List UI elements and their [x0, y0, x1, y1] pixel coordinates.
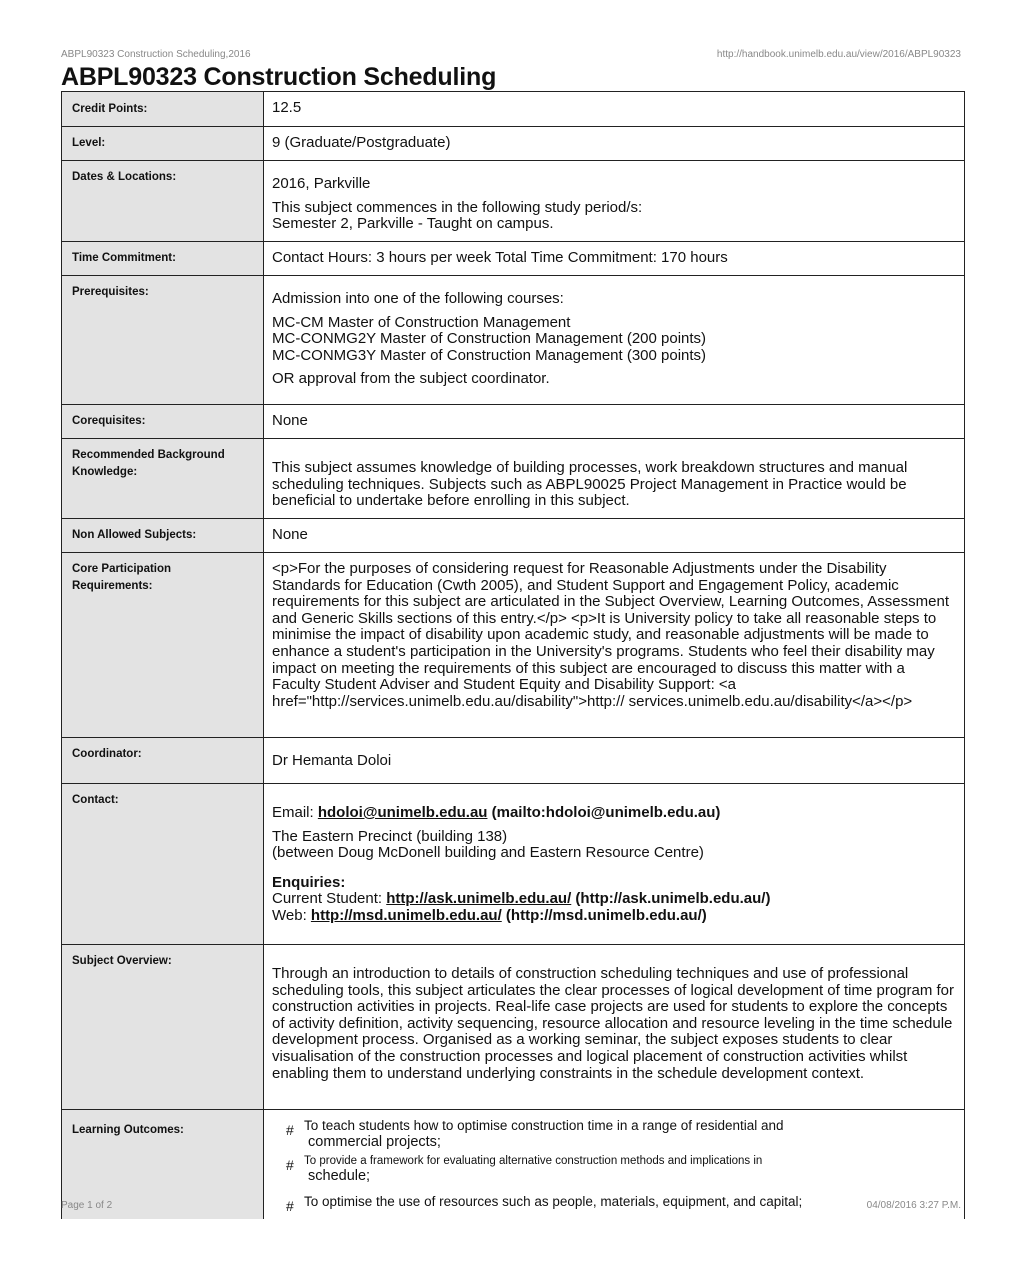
prereq-outro: OR approval from the subject coordinator.: [272, 370, 550, 388]
row-credit-points: [62, 92, 965, 127]
web-prefix: Web:: [272, 906, 311, 924]
prereq-course: MC-CONMG2Y Master of Construction Management (200 points): [272, 330, 707, 348]
value-subject-overview: [264, 945, 965, 1110]
row-dates-locations: [62, 161, 965, 242]
label-contact: Contact:: [62, 784, 264, 945]
email-prefix: Email:: [272, 804, 318, 821]
label-learning-outcomes: Learning Outcomes:: [62, 1110, 264, 1220]
label-subject-overview: Subject Overview:: [62, 945, 264, 1110]
prereq-course: MC-CONMG3Y Master of Construction Management (300 points): [272, 346, 707, 364]
row-corequisites: [62, 405, 965, 439]
learning-outcome-item: [286, 1194, 956, 1214]
dates-study-period: Semester 2, Parkville - Taught on campus.: [272, 215, 554, 233]
value-dates-locations: [264, 161, 965, 242]
page-title: ABPL90323 Construction Scheduling: [61, 63, 497, 91]
web-link[interactable]: http://msd.unimelb.edu.au/: [310, 906, 502, 924]
enquiries-heading: Enquiries:: [272, 873, 346, 891]
label-non-allowed-subjects: Non Allowed Subjects:: [62, 519, 264, 553]
prereq-course: MC-CM Master of Construction Management: [272, 313, 571, 331]
subject-details-table: [61, 91, 965, 1219]
row-subject-overview: [62, 945, 965, 1110]
coordinator-name: Dr Hemanta Doloi: [272, 752, 392, 769]
row-recommended-knowledge: [62, 439, 965, 519]
row-time-commitment: [62, 242, 965, 276]
value-contact: [264, 784, 965, 945]
hash-bullet-icon: #: [286, 1157, 294, 1173]
learning-outcome-continuation: commercial projects;: [308, 1134, 441, 1150]
hash-bullet-icon: #: [286, 1122, 294, 1138]
row-learning-outcomes: [62, 1110, 965, 1220]
learning-outcome-text: To teach students how to optimise construction time in a range of residential and: [304, 1118, 784, 1133]
enquiries-web: [272, 908, 956, 925]
label-recommended-knowledge: Recommended Background Knowledge:: [62, 439, 264, 519]
value-prerequisites: [264, 276, 965, 405]
row-contact: [62, 784, 965, 945]
contact-location-detail: (between Doug McDonell building and Eastern Resource Centre): [272, 844, 704, 862]
email-mailto: (mailto:hdoloi@unimelb.edu.au): [487, 804, 721, 821]
prereq-intro: Admission into one of the following courses:: [272, 290, 564, 307]
value-level: 9 (Graduate/Postgraduate): [264, 127, 965, 161]
value-non-allowed-subjects: None: [264, 519, 965, 553]
recommended-text: This subject assumes knowledge of building processes, work breakdown structures and manual scheduling techniques. Subjects such as ABPL90025 Project Management in Practice would be beneficial to undertake before enrolling in this subject.: [272, 459, 908, 510]
row-level: [62, 127, 965, 161]
label-core-participation: Core Participation Requirements:: [62, 553, 264, 738]
row-core-participation: [62, 553, 965, 738]
page-number: Page 1 of 2: [61, 1200, 113, 1211]
value-recommended-knowledge: [264, 439, 965, 519]
hash-bullet-icon: #: [286, 1198, 294, 1214]
running-header-left: ABPL90323 Construction Scheduling,2016: [61, 49, 251, 60]
label-credit-points: Credit Points:: [62, 92, 264, 127]
web-url: (http://msd.unimelb.edu.au/): [501, 906, 707, 924]
value-core-participation: <p>For the purposes of considering request for Reasonable Adjustments under the Disability Standards for Education (Cwth 2005), and Student Support and Engagement Policy, academic requirements for this subject are articulated in the Subject Overview, Learning Outcomes, Assessment and Generic Skills sections of this entry.</p> <p>It is University policy to take all reasonable steps to minimise the impact of disability upon academic study, and reasonable adjustments will be made to enhance a student's participation in the University's programs. Students who feel their disability may impact on meeting the requirements of this subject are encouraged to discuss this matter with a Faculty Student Adviser and Student Equity and Disability Support: <a href="http://services.unimelb.edu.au/disability">http:// services.unimelb.edu.au/disability</a></p>: [264, 553, 965, 738]
value-learning-outcomes: [264, 1110, 965, 1220]
label-prerequisites: Prerequisites:: [62, 276, 264, 405]
current-student-prefix: Current Student:: [272, 890, 387, 908]
running-header-url: http://handbook.unimelb.edu.au/view/2016/ABPL90323: [716, 49, 961, 60]
contact-email-line: [272, 805, 956, 822]
value-coordinator: [264, 738, 965, 784]
email-link[interactable]: hdoloi@unimelb.edu.au: [317, 804, 488, 821]
learning-outcomes-list: [272, 1118, 956, 1214]
learning-outcome-continuation: schedule;: [308, 1168, 371, 1184]
dates-study-period-intro: This subject commences in the following study period/s:: [272, 198, 643, 216]
value-credit-points: 12.5: [264, 92, 965, 127]
row-prerequisites: [62, 276, 965, 405]
current-student-link[interactable]: http://ask.unimelb.edu.au/: [386, 890, 572, 908]
subject-overview-text: Through an introduction to details of construction scheduling techniques and use of professional scheduling tools, this subject articulates the clear processes of logical development of time program for construction activities in projects. Real-life case projects are used for students to explore the concepts of activity definition, activity sequencing, resource allocation and resource leveling in the time schedule development process. Organised as a working seminar, the subject exposes students to clear visualisation of the construction processes and logical placement of construction activities whilst enabling them to understand underlying constraints in the schedule development context.: [272, 965, 955, 1082]
learning-outcome-text: To provide a framework for evaluating alternative construction methods and implications in: [304, 1155, 763, 1167]
row-coordinator: [62, 738, 965, 784]
label-corequisites: Corequisites:: [62, 405, 264, 439]
value-corequisites: None: [264, 405, 965, 439]
label-coordinator: Coordinator:: [62, 738, 264, 784]
learning-outcome-text: To optimise the use of resources such as people, materials, equipment, and capital;: [304, 1194, 803, 1209]
row-non-allowed-subjects: [62, 519, 965, 553]
print-timestamp: 04/08/2016 3:27 P.M.: [866, 1200, 961, 1211]
learning-outcome-item: [286, 1118, 956, 1150]
contact-location: The Eastern Precinct (building 138): [272, 827, 508, 845]
label-level: Level:: [62, 127, 264, 161]
label-dates-locations: Dates & Locations:: [62, 161, 264, 242]
current-student-url: (http://ask.unimelb.edu.au/): [571, 890, 771, 908]
enquiries-current-student: [272, 891, 956, 908]
learning-outcome-item: [286, 1154, 956, 1184]
value-time-commitment: Contact Hours: 3 hours per week Total Time Commitment: 170 hours: [264, 242, 965, 276]
dates-year-campus: 2016, Parkville: [272, 175, 371, 192]
label-time-commitment: Time Commitment:: [62, 242, 264, 276]
